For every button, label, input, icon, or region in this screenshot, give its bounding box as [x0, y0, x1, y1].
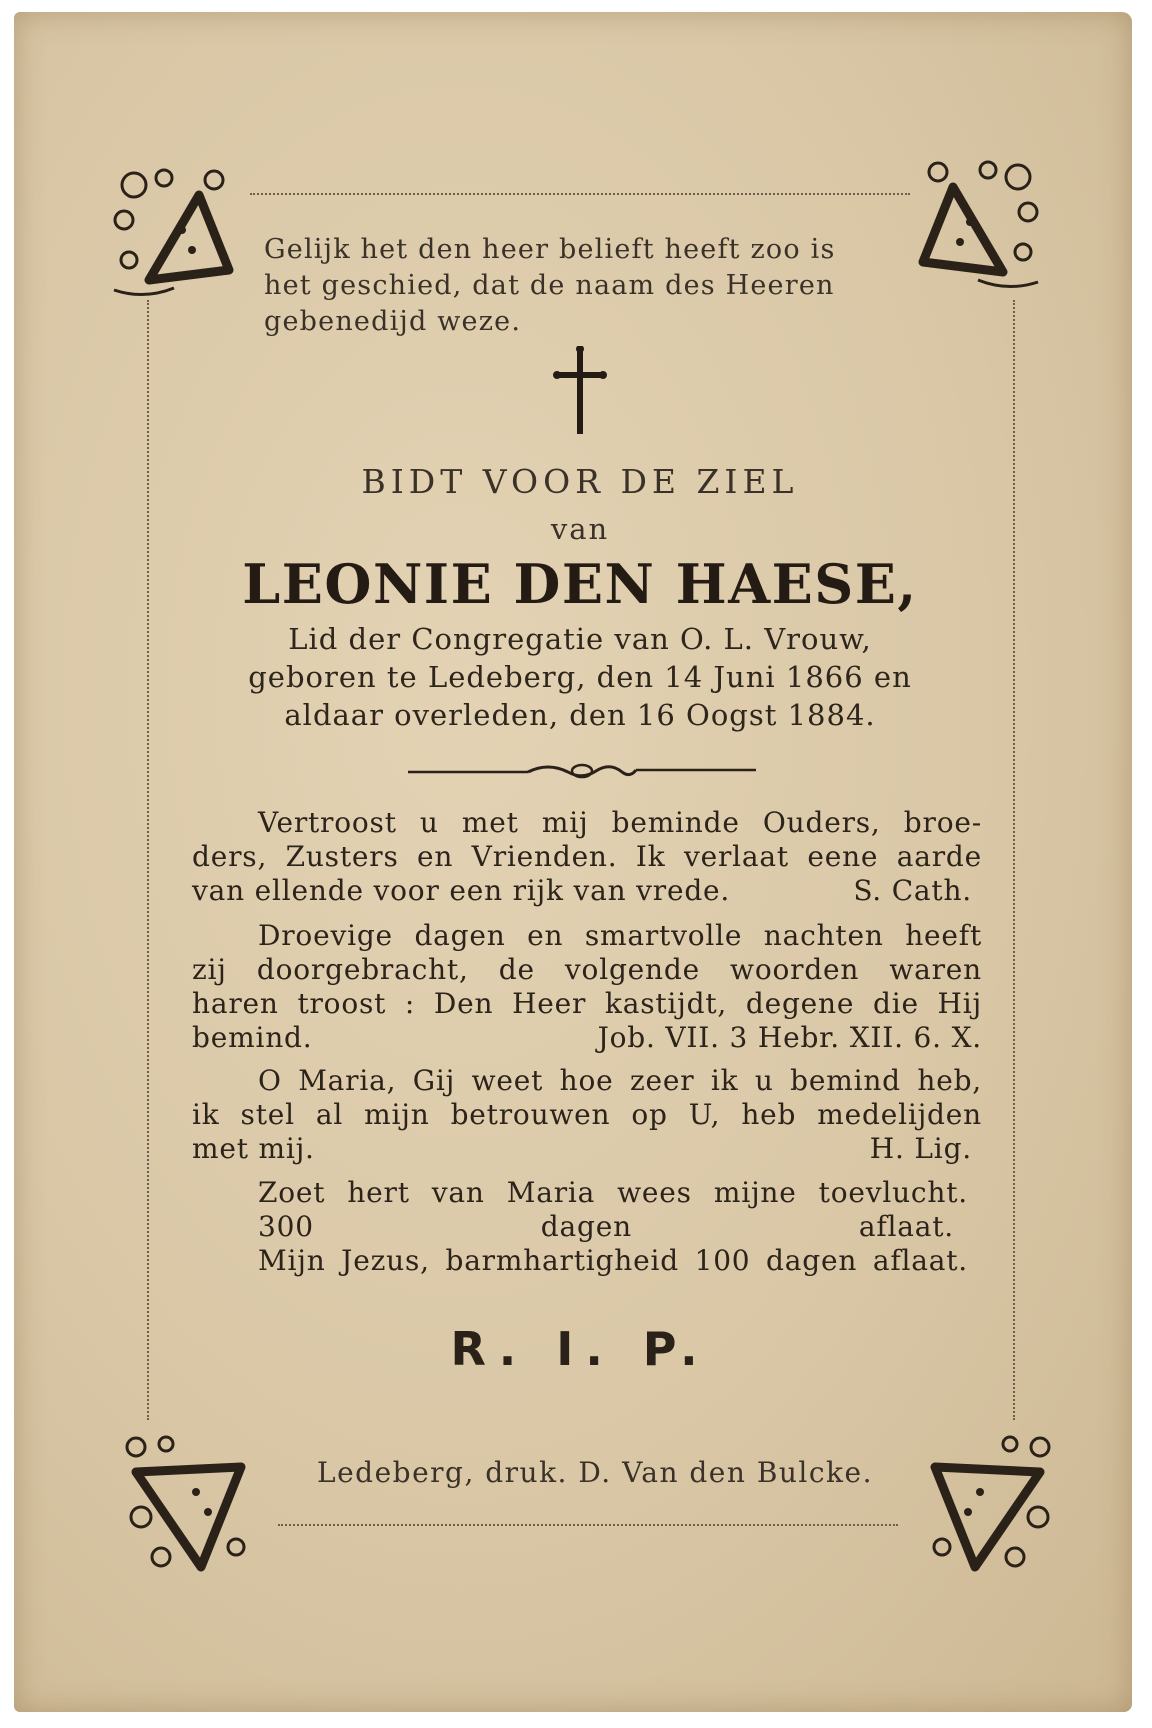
paragraph-last-line: [192, 1132, 982, 1166]
paragraph-line: bemind.: [192, 1021, 313, 1054]
cross-icon: [552, 346, 608, 436]
consolation-paragraph: [192, 806, 982, 908]
prayer-heading: BIDT VOOR DE ZIEL: [361, 462, 799, 501]
suffering-paragraph: [192, 919, 982, 1055]
bio-line: Lid der Congregatie van O. L. Vrouw,: [288, 622, 872, 656]
paragraph-line: zij doorgebracht, de volgende woorden waren: [192, 953, 982, 986]
paragraph-line: ders, Zusters en Vrienden. Ik verlaat eene aarde: [192, 840, 982, 873]
epigraph-line: gebenedijd weze.: [264, 306, 522, 337]
epigraph-line: het geschied, dat de naam des Heeren: [264, 270, 835, 301]
paragraph-line: met mij.: [192, 1132, 315, 1165]
frame-right-line: [1013, 300, 1015, 1420]
paragraph-line: O Maria, Gij weet hoe zeer ik u bemind heb,: [258, 1064, 982, 1097]
printer-imprint: Ledeberg, druk. D. Van den Bulcke.: [316, 1456, 873, 1489]
prayer-line: Mijn Jezus, barmhartigheid 100 dagen aflaat.: [258, 1244, 968, 1277]
citation: Job. VII. 3 Hebr. XII. 6. X.: [597, 1021, 982, 1054]
paragraph-last-line: [192, 1021, 982, 1055]
frame-top-line: [250, 193, 910, 195]
bio-line: geboren te Ledeberg, den 14 Juni 1866 en: [248, 660, 912, 694]
corner-ornament-bottom-left: [116, 1432, 256, 1582]
paragraph-line: haren troost : Den Heer kastijdt, degene die Hij: [192, 987, 982, 1020]
frame-left-line: [147, 300, 149, 1420]
paragraph-line: ik stel al mijn betrouwen op U, heb medelijden: [192, 1098, 982, 1131]
bio-line: aldaar overleden, den 16 Oogst 1884.: [284, 698, 876, 732]
paragraph-line: van ellende voor een rijk van vrede.: [192, 874, 731, 907]
paragraph-last-line: [192, 874, 982, 908]
paragraph-line: Vertroost u met mij beminde Ouders, broe-: [258, 806, 982, 839]
epigraph-line: Gelijk het den heer belieft heeft zoo is: [264, 234, 836, 265]
citation: S. Cath.: [853, 874, 972, 907]
biography: [180, 620, 980, 734]
indulgence-line: 300 dagen aflaat.: [258, 1210, 954, 1243]
indulgence-prayers: [258, 1176, 968, 1278]
corner-ornament-top-left: [104, 160, 244, 310]
epigraph: [264, 232, 914, 340]
deceased-name: LEONIE DEN HAESE,: [242, 552, 918, 616]
maria-prayer-paragraph: [192, 1064, 982, 1166]
frame-bottom-line: [278, 1524, 898, 1526]
citation: H. Lig.: [869, 1132, 972, 1165]
rip-inscription: R. I. P.: [450, 1322, 710, 1376]
van-label: van: [550, 512, 610, 546]
corner-ornament-top-right: [908, 152, 1048, 302]
corner-ornament-bottom-right: [920, 1432, 1060, 1582]
prayer-line: Zoet hert van Maria wees mijne toevlucht.: [258, 1176, 968, 1209]
flourish-divider: [408, 760, 756, 782]
paragraph-line: Droevige dagen en smartvolle nachten heeft: [258, 919, 982, 952]
